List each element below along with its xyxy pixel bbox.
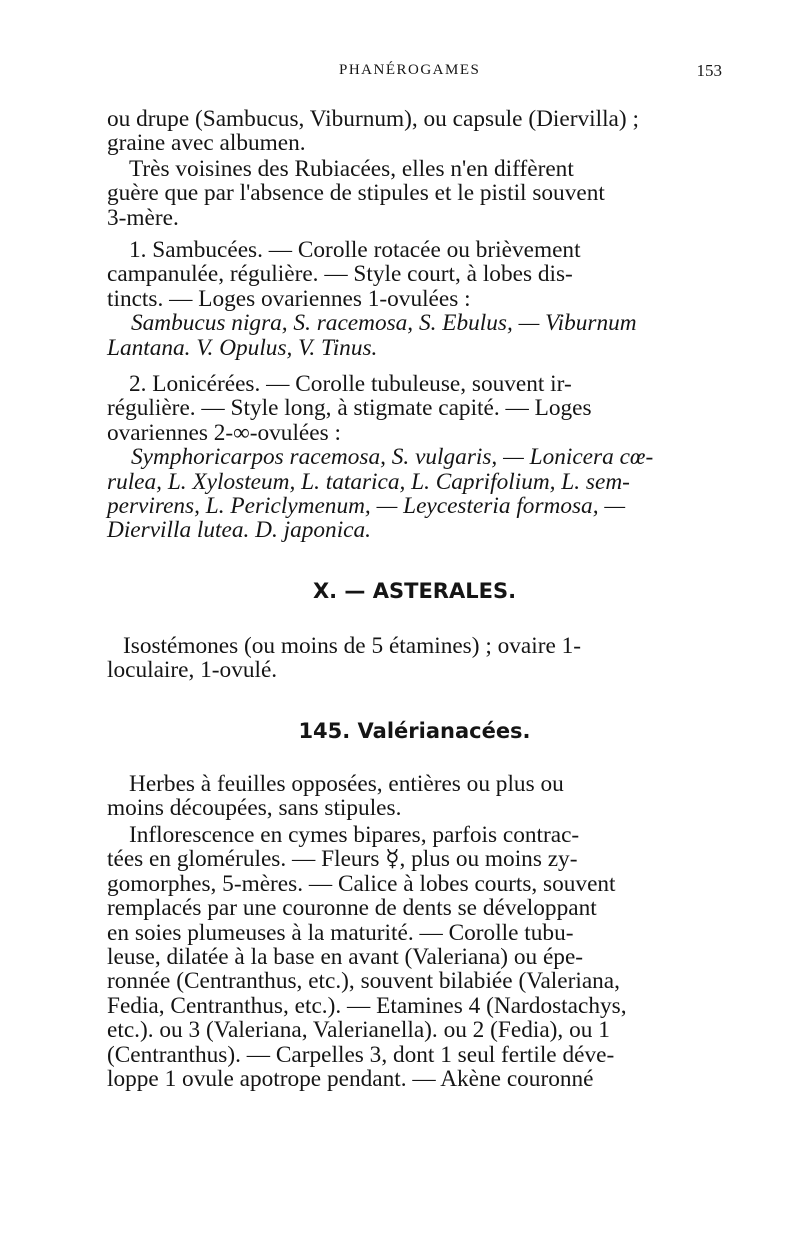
page-header (107, 62, 722, 86)
text-line: Fedia, Centranthus, etc.). — Etamines 4 (Nardostachys, (107, 992, 627, 1019)
text-line: gomorphes, 5-mères. — Calice à lobes courts, souvent (107, 870, 616, 897)
text-line: ou drupe (Sambucus, Viburnum), ou capsule (Diervilla) ; (107, 106, 639, 132)
text-line: tées en glomérules. — Fleurs ☿, plus ou moins zy- (107, 846, 578, 873)
text-line: tincts. — Loges ovariennes 1-ovulées : (107, 285, 471, 312)
text-line: etc.). ou 3 (Valeriana, Valerianella). ou 2 (Fedia), ou 1 (107, 1017, 610, 1044)
text-line: campanulée, régulière. — Style court, à lobes dis- (107, 261, 573, 288)
paragraph-asterales (107, 634, 722, 683)
paragraph-affinities (107, 157, 722, 230)
page-number: 153 (696, 61, 722, 80)
family-title: 145. Valérianacées. (298, 719, 531, 743)
text-line: Herbes à feuilles opposées, entières ou plus ou (129, 771, 564, 797)
running-head: PHANÉROGAMES (339, 62, 481, 78)
text-line: ronnée (Centranthus, etc.), souvent bilabiée (Valeriana, (107, 968, 620, 995)
paragraph-lonicerees (107, 372, 722, 543)
text-line: loculaire, 1-ovulé. (107, 657, 278, 684)
species-line: Diervilla lutea. D. japonica. (107, 517, 371, 544)
text-line: 3-mère. (107, 204, 179, 231)
text-line: guère que par l'absence de stipules et le pistil souvent (107, 180, 605, 207)
text-line: (Centranthus). — Carpelles 3, dont 1 seul fertile déve- (107, 1041, 615, 1068)
paragraph-herbes (107, 772, 722, 821)
text-line: ovariennes 2-∞-ovulées : (107, 419, 341, 446)
text-line: loppe 1 ovule apotrope pendant. — Akène couronné (107, 1066, 594, 1093)
species-line: Sambucus nigra, S. racemosa, S. Ebulus, — Viburnum (131, 310, 637, 337)
paragraph-intro (107, 107, 722, 156)
section-title: X. — ASTERALES. (312, 579, 517, 603)
text-line: remplacés par une couronne de dents se développant (107, 895, 597, 922)
species-line: pervirens, L. Periclymenum, — Leycesteria formosa, — (107, 493, 626, 520)
text-line: leuse, dilatée à la base en avant (Valeriana) ou épe- (107, 944, 584, 971)
text-line: Très voisines des Rubiacées, elles n'en diffèrent (129, 156, 574, 182)
text-line: 1. Sambucées. — Corolle rotacée ou brièvement (129, 237, 581, 263)
species-line: Symphoricarpos racemosa, S. vulgaris, — Lonicera cœ- (131, 444, 654, 471)
species-line: Lantana. V. Opulus, V. Tinus. (107, 334, 378, 361)
paragraph-inflorescence (107, 823, 722, 1091)
text-line: Isostémones (ou moins de 5 étamines) ; ovaire 1- (123, 633, 582, 659)
text-line: en soies plumeuses à la maturité. — Corolle tubu- (107, 919, 574, 946)
text-line: régulière. — Style long, à stigmate capité. — Loges (107, 395, 592, 422)
paragraph-sambucees (107, 238, 722, 360)
species-line: rulea, L. Xylosteum, L. tatarica, L. Caprifolium, L. sem- (107, 468, 630, 495)
text-line: 2. Lonicérées. — Corolle tubuleuse, souvent ir- (129, 371, 572, 397)
text-line: moins découpées, sans stipules. (107, 795, 402, 822)
text-line: Inflorescence en cymes bipares, parfois contrac- (129, 822, 580, 848)
text-line: graine avec albumen. (107, 130, 306, 157)
